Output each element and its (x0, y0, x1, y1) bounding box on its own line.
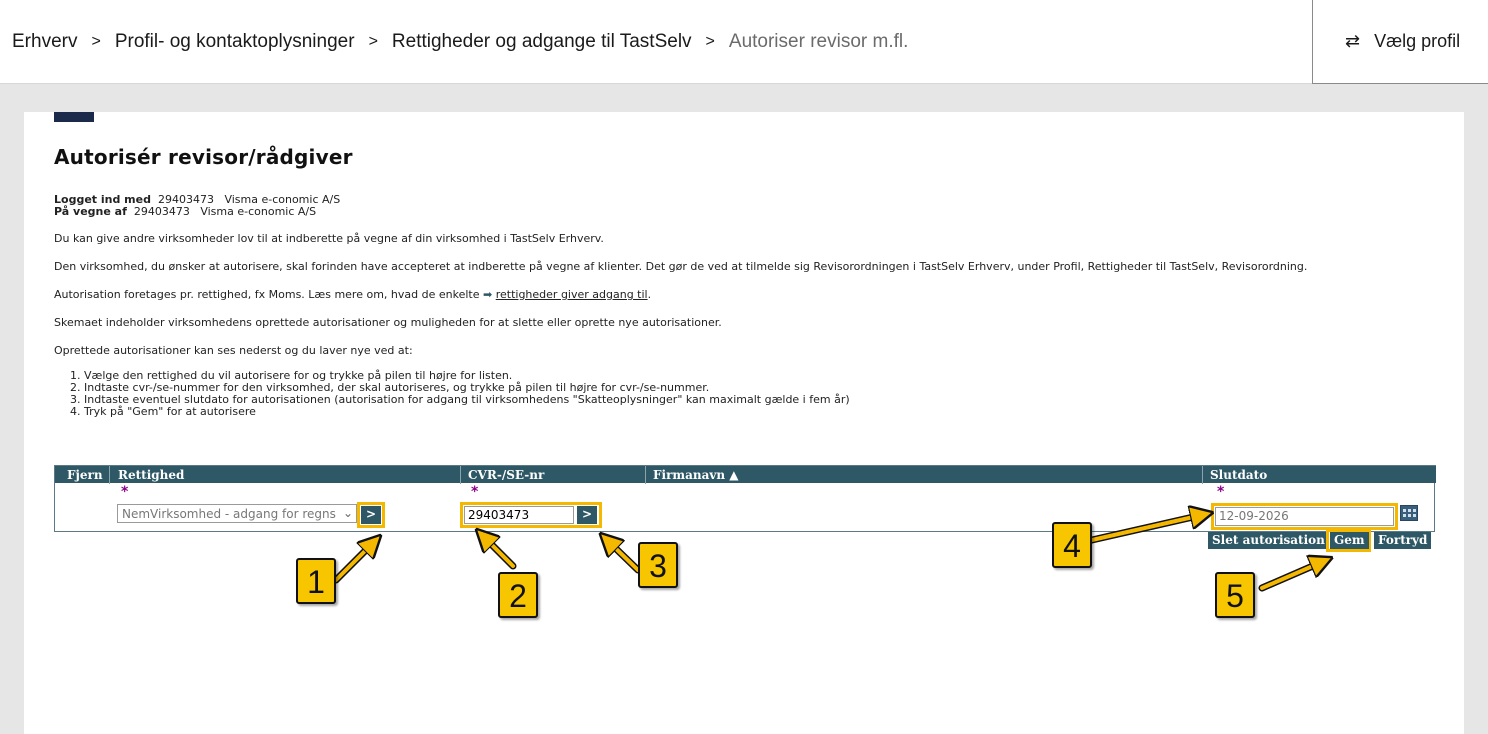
on-behalf-line (54, 206, 1454, 218)
breadcrumb-item-current: Autoriser revisor m.fl. (728, 31, 909, 52)
paragraph-5: Oprettede autorisationer kan ses nederst og du laver nye ved at: (54, 344, 413, 357)
paragraph-2: Den virksomhed, du ønsker at autorisere, skal forinden have accepteret at indberette på vegne af klienter. Det gør de ved at tilmelde sig Revisorordningen i TastSelv Erhverv, under Profil, Rettigheder til TastSelv, Revisorordning. (54, 260, 1308, 273)
paragraph-3-prefix: Autorisation foretages pr. rettighed, fx Moms. Læs mere om, hvad de enkelte (54, 288, 480, 301)
top-bar (0, 0, 1488, 84)
chevron-right-icon: > (368, 33, 378, 50)
callout-badge-1: 1 (296, 558, 336, 604)
main-panel (24, 112, 1464, 734)
callout-badge-2: 2 (498, 572, 538, 618)
cancel-button[interactable]: Fortryd (1374, 532, 1431, 549)
header-remove: Fjern (67, 468, 103, 482)
swap-arrows-icon: ⇄ (1345, 31, 1361, 51)
header-enddate[interactable]: Slutdato (1210, 468, 1268, 482)
cvr-go-button[interactable]: > (577, 506, 597, 524)
header-cvr[interactable]: CVR-/SE-nr (468, 468, 545, 482)
header-divider (645, 466, 646, 484)
breadcrumb-item-profil[interactable]: Profil- og kontaktoplysninger (114, 31, 355, 52)
paragraph-3-suffix: . (647, 288, 652, 301)
required-mark: * (121, 484, 129, 500)
required-mark: * (471, 484, 479, 500)
chevron-down-icon: ⌄ (342, 506, 353, 520)
calendar-icon[interactable] (1400, 505, 1418, 521)
breadcrumb-item-erhverv[interactable]: Erhverv (12, 31, 78, 52)
delete-authorization-button[interactable]: Slet autorisation (1208, 532, 1329, 549)
required-mark: * (1217, 484, 1225, 500)
header-divider (109, 466, 110, 484)
cvr-input[interactable]: 29403473 (464, 506, 574, 524)
table-header (55, 465, 1436, 483)
page-title: Autorisér revisor/rådgiver (54, 145, 353, 169)
chevron-right-icon: > (91, 33, 101, 50)
enddate-input[interactable]: 12-09-2026 (1215, 507, 1394, 526)
step-item: 3. Indtaste eventuel slutdato for autorisationen (autorisation for adgang til virksomhedens "Skatteoplysninger" kan maximalt gælde i fem år) (84, 394, 1454, 406)
callout-badge-3: 3 (638, 542, 678, 588)
logged-in-label: Logget ind med (54, 193, 151, 206)
choose-profile-button[interactable] (1312, 0, 1488, 84)
breadcrumb-item-rettigheder[interactable]: Rettigheder og adgange til TastSelv (391, 31, 692, 52)
panel-tab-marker (54, 112, 94, 122)
callout-badge-5: 5 (1215, 572, 1255, 618)
save-button[interactable]: Gem (1330, 532, 1369, 549)
right-go-button[interactable]: > (361, 506, 381, 524)
chevron-right-icon: > (705, 33, 715, 50)
paragraph-4: Skemaet indeholder virksomhedens oprettede autorisationer og muligheden for at slette eller oprette nye autorisationer. (54, 316, 722, 329)
header-divider (460, 466, 461, 484)
intro-text (54, 194, 1454, 418)
logged-in-value: 29403473 Visma e-conomic A/S (157, 193, 341, 206)
steps-list (54, 370, 1454, 418)
rights-info-link[interactable]: rettigheder giver adgang til (495, 288, 648, 301)
header-right[interactable]: Rettighed (118, 468, 185, 482)
step-item: 2. Indtaste cvr-/se-nummer for den virksomhed, der skal autoriseres, og trykke på pilen til højre for cvr-/se-nummer. (84, 382, 1454, 394)
on-behalf-value: 29403473 Visma e-conomic A/S (133, 205, 317, 218)
on-behalf-label: På vegne af (54, 205, 127, 218)
paragraph-1: Du kan give andre virksomheder lov til at indberette på vegne af din virksomhed i TastSelv Erhverv. (54, 232, 604, 245)
header-divider (1202, 466, 1203, 484)
paragraph-3 (54, 288, 1454, 302)
callout-badge-4: 4 (1052, 522, 1092, 568)
breadcrumb (12, 31, 908, 53)
right-select-value: NemVirksomhed - adgang for regns (122, 507, 336, 521)
step-item: 4. Tryk på "Gem" for at autorisere (84, 406, 1454, 418)
header-company[interactable]: Firmanavn ▲ (653, 468, 739, 482)
step-item: 1. Vælge den rettighed du vil autorisere for og trykke på pilen til højre for listen. (84, 370, 1454, 382)
choose-profile-label: Vælg profil (1374, 31, 1461, 51)
arrow-right-icon: ➡ (483, 288, 493, 301)
right-select[interactable] (117, 504, 357, 523)
